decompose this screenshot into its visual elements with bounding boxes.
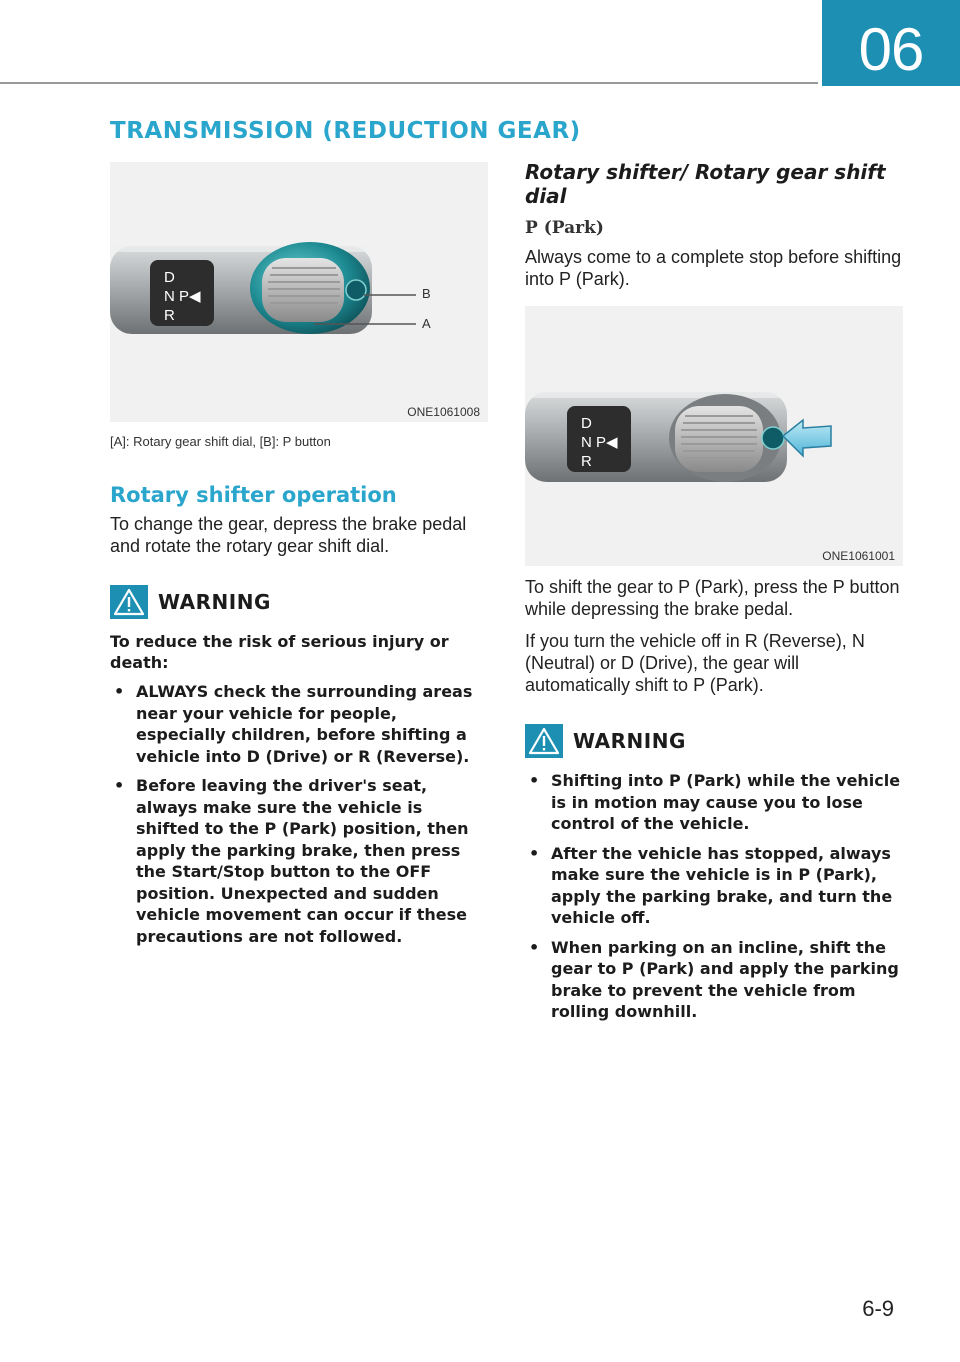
warning-header (110, 585, 488, 619)
subheading-rotary-operation: Rotary shifter operation (110, 483, 397, 507)
right-column (525, 160, 903, 1031)
list-item: • ALWAYS check the surrounding areas near your vehicle for people, especially children, before shifting a vehicle into D (Drive) or R (Reverse). (110, 681, 488, 767)
warning-list (110, 681, 488, 947)
warning-header (525, 724, 903, 758)
figure-code: ONE1061001 (822, 549, 895, 563)
arrow-right-icon (783, 420, 831, 456)
list-item: • Before leaving the driver's seat, always make sure the vehicle is shifted to the P (Park) position, then apply the parking brake, then press the Start/Stop button to the OFF position. Unexpected and sudden vehicle movement can occur if these precautions are not followed. (110, 775, 488, 947)
callout-label-b: B (422, 286, 431, 301)
figure-caption: [A]: Rotary gear shift dial, [B]: P button (110, 434, 331, 449)
gear-labels: D N P◀ R (581, 415, 618, 470)
warning-title: WARNING (158, 590, 271, 614)
list-item: • Shifting into P (Park) while the vehicle is in motion may cause you to lose control of the vehicle. (525, 770, 903, 835)
p-button (346, 280, 366, 300)
chapter-tab: 06 (822, 0, 960, 86)
warning-triangle-icon (110, 585, 148, 619)
page-number: 6-9 (862, 1296, 894, 1321)
p-button (762, 427, 784, 449)
warning-list (525, 770, 903, 1023)
gear-labels: D N P◀ R (164, 269, 201, 324)
callout-label-a: A (422, 316, 431, 331)
heading-rotary-shifter: Rotary shifter/ Rotary gear shift dial (525, 160, 886, 208)
list-item: • After the vehicle has stopped, always make sure the vehicle is in P (Park), apply the parking brake, and turn the vehicle off. (525, 843, 903, 929)
section-title: TRANSMISSION (REDUCTION GEAR) (110, 118, 581, 144)
figure-rotary-dial-overview (110, 162, 488, 422)
subheading-park: P (Park) (525, 218, 604, 238)
body-text: Always come to a complete stop before shifting into P (Park). (525, 247, 902, 289)
warning-lead: To reduce the risk of serious injury or death: (110, 632, 449, 672)
body-text: To shift the gear to P (Park), press the P button while depressing the brake pedal. (525, 577, 900, 619)
body-text: To change the gear, depress the brake pedal and rotate the rotary gear shift dial. (110, 514, 467, 556)
figure-code: ONE1061008 (407, 405, 480, 419)
body-text: If you turn the vehicle off in R (Reverse), N (Neutral) or D (Drive), the gear will automatically shift to P (Park). (525, 631, 865, 695)
warning-title: WARNING (573, 729, 686, 753)
left-column (110, 162, 488, 955)
warning-triangle-icon (525, 724, 563, 758)
list-item: • When parking on an incline, shift the gear to P (Park) and apply the parking brake to prevent the vehicle from rolling downhill. (525, 937, 903, 1023)
header-divider (0, 82, 818, 84)
figure-p-button (525, 306, 903, 566)
